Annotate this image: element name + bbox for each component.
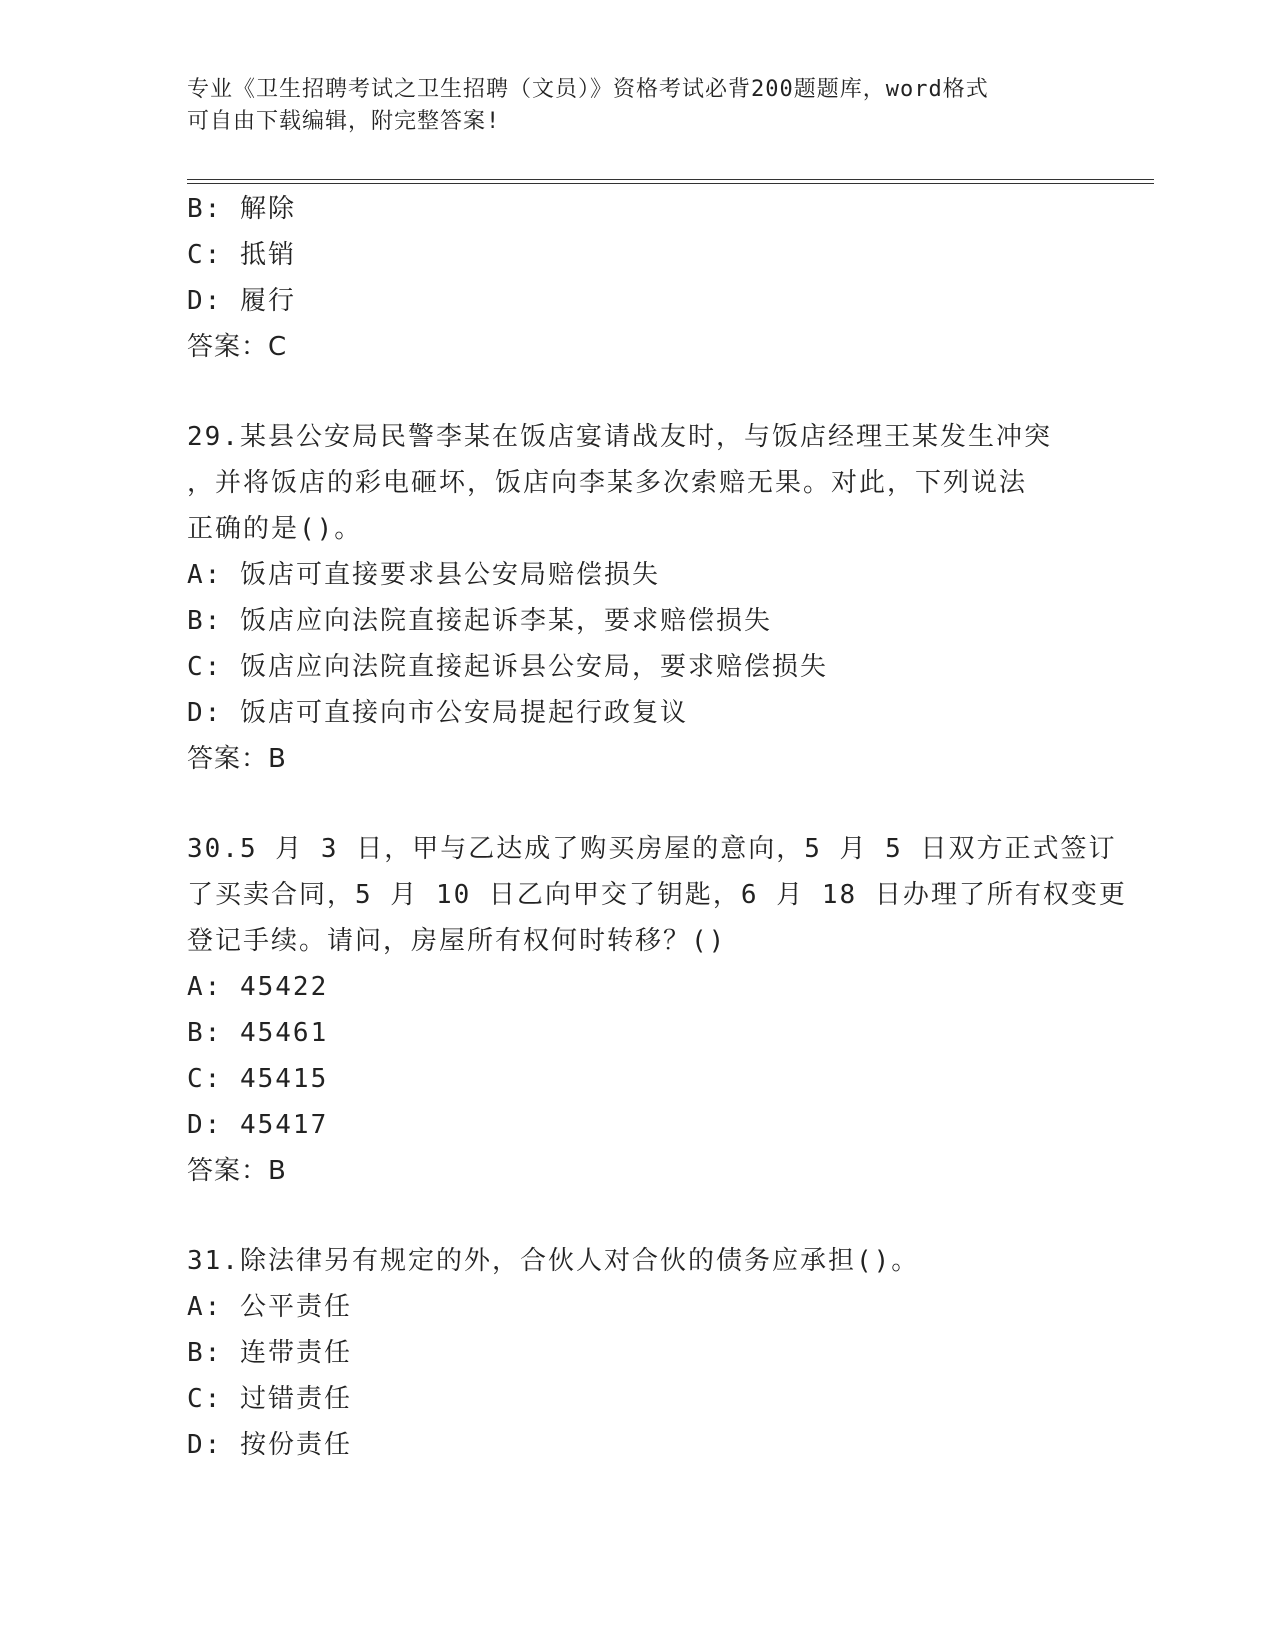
option-a: A: 45422 bbox=[187, 972, 329, 1002]
header-divider-top bbox=[187, 179, 1154, 180]
document-header bbox=[187, 74, 1087, 138]
answer: 答案：B bbox=[187, 1156, 287, 1186]
option-d: D: 45417 bbox=[187, 1110, 329, 1140]
question-29 bbox=[187, 414, 1087, 782]
question-stem-line: ，并将饭店的彩电砸坏，饭店向李某多次索赔无果。对此，下列说法 bbox=[187, 468, 1028, 498]
answer: 答案：C bbox=[187, 332, 288, 362]
question-stem-line: 29.某县公安局民警李某在饭店宴请战友时，与饭店经理王某发生冲突 bbox=[187, 422, 1052, 452]
option-a: A: 饭店可直接要求县公安局赔偿损失 bbox=[187, 560, 660, 590]
option-d: D: 按份责任 bbox=[187, 1430, 352, 1460]
option-b: B: 饭店应向法院直接起诉李某，要求赔偿损失 bbox=[187, 606, 772, 636]
answer: 答案：B bbox=[187, 744, 287, 774]
option-a: A: 公平责任 bbox=[187, 1292, 352, 1322]
question-list bbox=[187, 186, 1127, 1468]
header-title-line-1: 专业《卫生招聘考试之卫生招聘（文员）》资格考试必背200题题库，word格式 bbox=[187, 77, 989, 102]
header-divider-bottom bbox=[187, 183, 1154, 184]
option-c: C: 45415 bbox=[187, 1064, 329, 1094]
option-b: B: 解除 bbox=[187, 194, 296, 224]
question-stem-line: 正确的是()。 bbox=[187, 514, 363, 544]
question-28-tail bbox=[187, 186, 1087, 370]
question-30 bbox=[187, 826, 1127, 1194]
option-b: B: 45461 bbox=[187, 1018, 329, 1048]
option-d: D: 履行 bbox=[187, 286, 296, 316]
header-title-line-2: 可自由下载编辑，附完整答案! bbox=[187, 109, 501, 134]
option-b: B: 连带责任 bbox=[187, 1338, 352, 1368]
spacer bbox=[187, 782, 1087, 826]
option-c: C: 抵销 bbox=[187, 240, 296, 270]
question-stem-line: 了买卖合同，5 月 10 日乙向甲交了钥匙，6 月 18 日办理了所有权变更 bbox=[187, 880, 1127, 910]
question-stem-line: 30.5 月 3 日，甲与乙达成了购买房屋的意向，5 月 5 日双方正式签订 bbox=[187, 834, 1117, 864]
option-d: D: 饭店可直接向市公安局提起行政复议 bbox=[187, 698, 688, 728]
spacer bbox=[187, 370, 1087, 414]
question-31 bbox=[187, 1238, 1087, 1468]
option-c: C: 过错责任 bbox=[187, 1384, 352, 1414]
question-stem-line: 登记手续。请问，房屋所有权何时转移？() bbox=[187, 926, 727, 956]
spacer bbox=[187, 1194, 1087, 1238]
option-c: C: 饭店应向法院直接起诉县公安局，要求赔偿损失 bbox=[187, 652, 828, 682]
question-stem-line: 31.除法律另有规定的外，合伙人对合伙的债务应承担()。 bbox=[187, 1246, 920, 1276]
